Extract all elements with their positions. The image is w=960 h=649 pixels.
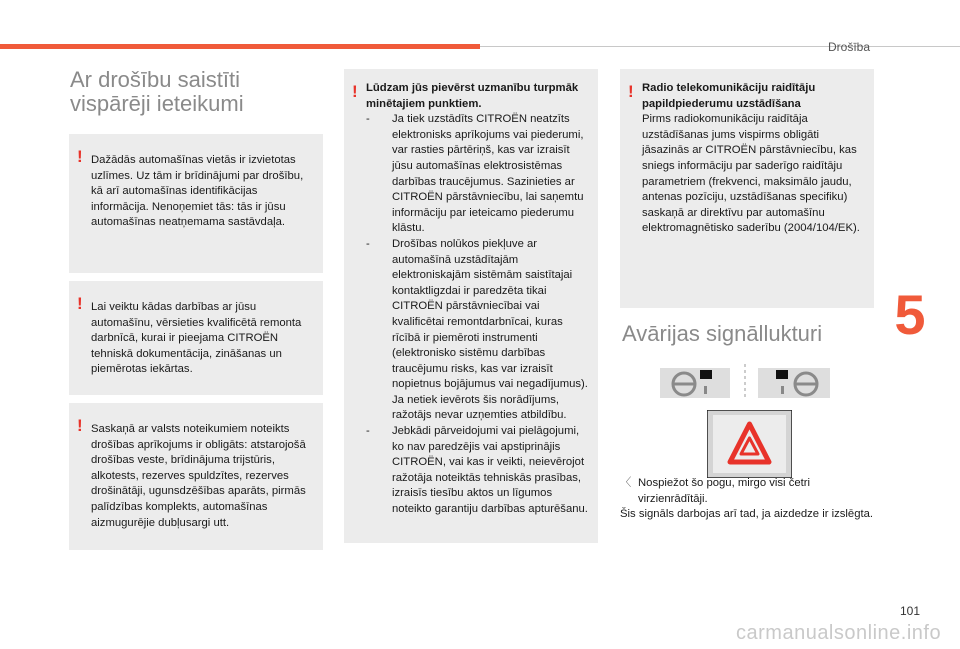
dashboard-illustration [660,364,830,400]
hazard-lights-heading: Avārijas signāllukturi [622,321,823,346]
warning-text: Saskaņā ar valsts noteikumiem noteikts drošības aprīkojums ir obligāts: atstarojošā drošības veste, brīdinājuma trijstūris, alkotests, rezerves spuldzītes, rezerves drošinātāji, ugunsdzēšības aparāts, pirmās palīdzības komplekts, automašīnas aizmugurējie dubļusargi utt. [91,423,306,529]
attention-intro: Lūdzam jūs pievērst uzmanību turpmāk minētajiem punktiem. [366,82,579,110]
steering-wheel-icon [758,368,830,398]
warning-exclamation-icon: ! [77,147,83,166]
general-safety-heading: Ar drošību saistīti vispārēji ieteikumi [70,67,244,116]
steering-wheel-icon [660,368,730,398]
watermark: carmanualsonline.info [736,622,942,644]
list-item: 〈 Nospiežot šo pogu, mirgo visi četri virzienrādītāji. [620,477,811,505]
warning-exclamation-icon: ! [628,82,634,101]
warning-box-equipment [69,403,323,550]
hazard-instructions [620,476,874,523]
radio-title: Radio telekomunikāciju raidītāju papildpiederumu uzstādīšana [642,82,816,110]
section-title: Drošība [828,40,871,54]
warning-text: Dažādās automašīnas vietās ir izvietotas uzlīmes. Uz tām ir brīdinājumi par drošību, kā arī automašīnas identifikācijas informācija. Nenoņemiet tās: tās ir jūsu automašīnas neatņemama sastāvdaļa. [91,154,304,229]
hazard-button-icon [707,410,792,478]
warning-exclamation-icon: ! [77,294,83,313]
warning-exclamation-icon: ! [352,82,358,101]
attention-list [366,112,588,517]
warning-exclamation-icon: ! [77,416,83,435]
warning-box-radio [620,69,874,308]
warning-box-labels [69,134,323,273]
list-item: - Ja tiek uzstādīts CITROËN neatzīts elektronisks aprīkojums vai piederumi, var rasties pārtēriņš, kas var izraisīt jūsu automašīnas elektrosistēmas darbības traucējumus. Sazinieties ar CITROËN pārstāvniecību, lai saņemtu informāciju par ieteicamo piederumu klāstu. [366,113,584,235]
warning-box-workshop [69,281,323,395]
list-item: - Drošības nolūkos piekļuve ar automašīnā uzstādītajām elektroniskajām sistēmām saistītajai kontaktligzdai ir paredzēta tikai CITROËN pārstāvniecībai vai kvalificētai remontdarbnīcai, kuras rīcībā ir piemēroti instrumenti (elektronisko sistēmu darbības traucējumu risks, kas var izraisīt nopietnus bojājumus vai negadījumus). Ja netiek ievērots šis norādījums, ražotājs nevar uzņemties atbildību. [366,237,588,422]
chapter-number: 5 [894,283,926,346]
header-accent-bar [0,44,480,49]
page-number: 101 [899,604,921,618]
radio-text: Pirms radiokomunikāciju raidītāja uzstādīšanas jums vispirms obligāti jāsazinās ar CITROËN pārstāvniecību, kas sniegs informāciju par saderīgo raidītāju parametriem (frekvenci, maksimālo jaudu, antenas pozīciju, uzstādīšanas specifiku) saskaņā ar direktīvu par automašīnu elektromagnētisko saderību (2004/104/EK). [642,113,860,235]
list-item: - Jebkādi pārveidojumi vai pielāgojumi, ko nav paredzējis vai apstiprinājis CITROËN, vai kas ir veikti, neievērojot ražotāja noteiktās tehniskās prasības, izraisīs tiesību aktos un līgumos noteikto garantiju darbības apturēšanu. [366,425,588,516]
warning-text: Lai veiktu kādas darbības ar jūsu automašīnu, vērsieties kvalificētā remonta darbnīcā, kurai ir pieejama CITROËN tehniskā dokumentācija, zināšanas un piemērotas iekārtas. [91,301,302,376]
warning-box-attention [344,69,598,543]
arrow-bullet-icon: 〈 [620,477,632,489]
header-rule [480,46,960,47]
hazard-note: Šis signāls darbojas arī tad, ja aizdedze ir izslēgta. [620,508,874,521]
